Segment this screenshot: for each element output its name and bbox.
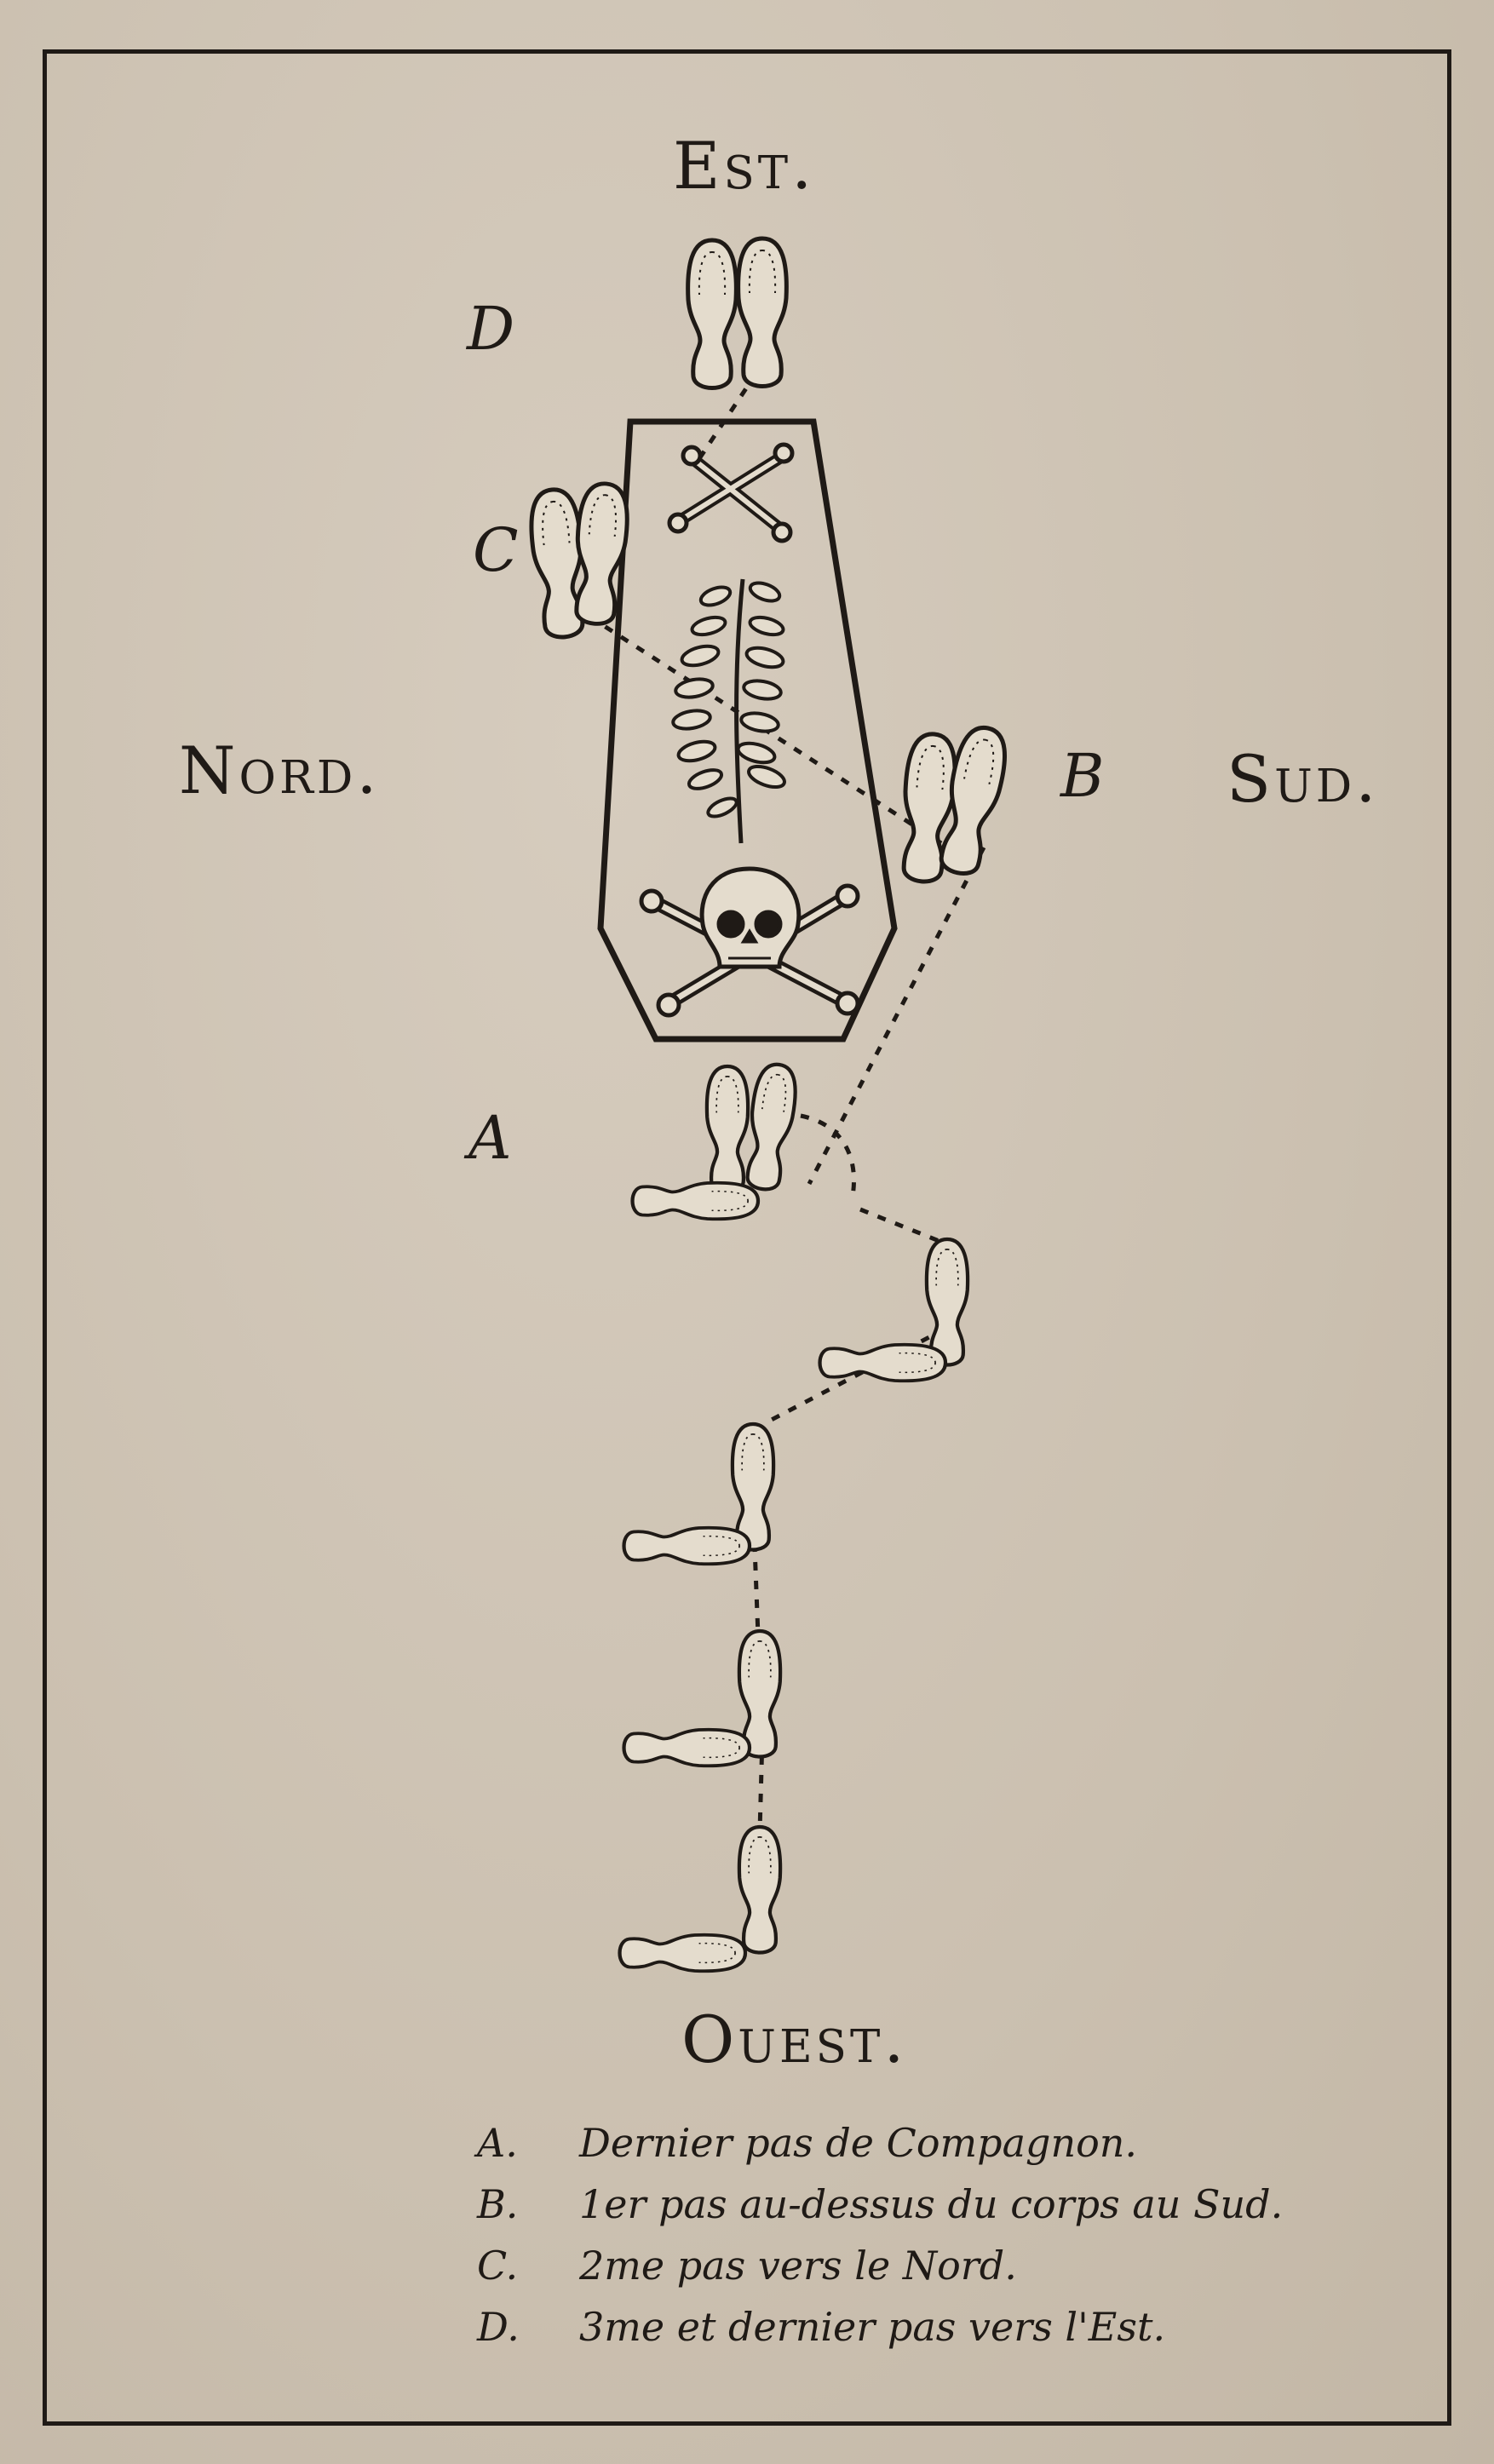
legend-row (477, 2296, 1414, 2358)
footprint-icon (624, 1730, 750, 1766)
footprint-icon (820, 1345, 945, 1381)
footprint-icon (738, 238, 787, 387)
footprint-icon (707, 1066, 748, 1192)
legend-key: C. (477, 2243, 519, 2289)
skull-crossbones-icon (641, 869, 858, 1015)
legend-text: 2me pas vers le Nord. (579, 2243, 1017, 2289)
legend-key: D. (477, 2304, 520, 2350)
legend-row (477, 2235, 1414, 2296)
crossed-bones-icon (669, 445, 792, 541)
footprint-icon (742, 1062, 800, 1192)
footprint-icon (633, 1183, 758, 1220)
footprint-icon (927, 1239, 968, 1364)
direction-east: Est. (673, 128, 816, 204)
acacia-branch-icon (672, 579, 787, 843)
marker-c: C (473, 515, 519, 585)
legend-key: B. (477, 2181, 519, 2227)
legend-text: Dernier pas de Compagnon. (579, 2120, 1138, 2166)
marker-a: A (468, 1103, 512, 1173)
legend-text: 1er pas au-dessus du corps au Sud. (579, 2181, 1284, 2227)
footprint-icon (624, 1528, 750, 1565)
legend-key: A. (477, 2120, 518, 2166)
marker-b: B (1060, 741, 1105, 811)
legend-row (477, 2174, 1414, 2235)
legend-row (477, 2112, 1414, 2174)
direction-west: Ouest. (681, 2002, 908, 2077)
footprint-icon (688, 240, 737, 388)
footprint-icon (739, 1827, 780, 1952)
direction-north: Nord. (179, 732, 381, 808)
direction-south: Sud. (1227, 741, 1380, 817)
legend (477, 2112, 1414, 2358)
footprints (528, 238, 1012, 1971)
marker-d: D (467, 294, 515, 364)
footprint-icon (620, 1935, 745, 1972)
legend-text: 3me et dernier pas vers l'Est. (579, 2304, 1166, 2350)
